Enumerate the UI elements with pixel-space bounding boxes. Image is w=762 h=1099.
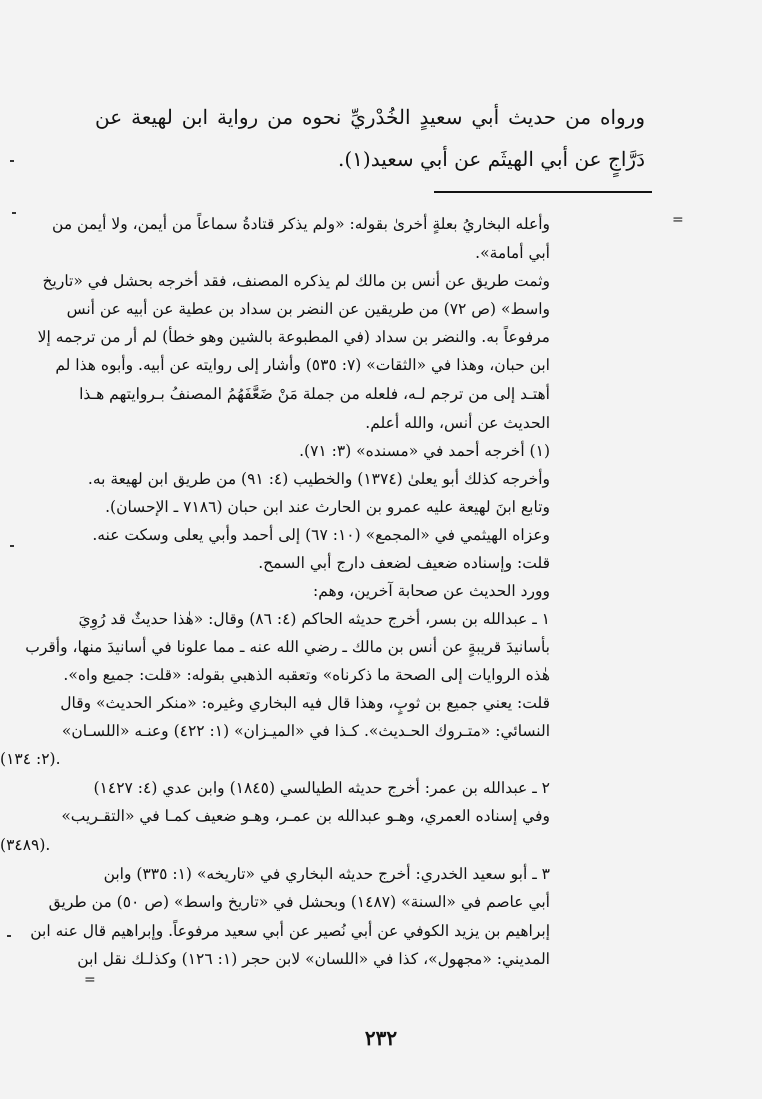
page-number: ٢٣٢ bbox=[364, 1026, 398, 1050]
footnote-line: ٣ ـ أبو سعيد الخدري: أخرج حديثه البخاري في «تاريخه» (١: ٣٣٥) وابن bbox=[103, 865, 550, 883]
note-line: وأعله البخاريُ بعلةٍ أخرىٰ بقوله: «ولم يذكر قتادةُ سماعاً من أيمن، ولا أيمن من bbox=[52, 215, 550, 233]
footnote-line: المديني: «مجهول»، كذا في «اللسان» لابن حجر (١: ١٢٦) وكذلـك نقل ابن bbox=[77, 950, 550, 968]
note-line: وثمت طريق عن أنس بن مالك لم يذكره المصنف، فقد أخرجه بحشل في «تاريخ bbox=[42, 272, 550, 290]
footnote-line: وعزاه الهيثمي في «المجمع» (١٠: ٦٧) إلى أحمد وأبي يعلى وسكت عنه. bbox=[92, 526, 550, 544]
footnote-line: وورد الحديث عن صحابة آخرين، وهم: bbox=[312, 582, 550, 600]
margin-speck bbox=[10, 545, 14, 547]
margin-speck bbox=[12, 212, 16, 214]
footnote-line: قلت: يعني جميع بن ثوبٍ، وهذا قال فيه البخاري وغيره: «منكر الحديث» وقال bbox=[60, 694, 550, 712]
footnote-line: أبي عاصم في «السنة» (١٤٨٧) وبحشل في «تاريخ واسط» (ص ٥٠) من طريق bbox=[48, 893, 550, 911]
footnote-line: وفي إسناده العمري، وهـو عبدالله بن عمـر، وهـو ضعيف كمـا في «التقـريب» bbox=[61, 807, 550, 825]
continuation-mark: = bbox=[672, 212, 684, 228]
margin-speck bbox=[7, 935, 11, 937]
footnote-line: (٣٤٨٩). bbox=[0, 836, 51, 854]
footnote-line: وأخرجه كذلك أبو يعلىٰ (١٣٧٤) والخطيب (٤: ٩١) من طريق ابن لهيعة به. bbox=[87, 470, 550, 488]
footnote-line: إبراهيم بن يزيد الكوفي عن أبي نُصير عن أبي سعيد مرفوعاً. وإبراهيم قال عنه ابن bbox=[30, 922, 550, 940]
footnote-line: قلت: وإسناده ضعيف لضعف دارج أبي السمح. bbox=[258, 554, 550, 572]
note-line: مرفوعاً به. والنضر بن سداد (في المطبوعة بالشين وهو خطأ) لم أر من ترجمه إلا bbox=[37, 328, 550, 346]
note-line: أبي أمامة». bbox=[475, 244, 550, 262]
footnote-line: (٢: ١٣٤). bbox=[0, 750, 61, 768]
footnote-line: ٢ ـ عبدالله بن عمر: أخرج حديثه الطيالسي (١٨٤٥) وابن عدي (٤: ١٤٢٧) bbox=[93, 779, 550, 797]
footnote-line: النسائي: «متـروك الحـديث». كـذا في «الميـزان» (١: ٤٢٢) وعنـه «اللسـان» bbox=[61, 722, 550, 740]
footnote-line: هٰذه الروايات إلى الصحة ما ذكرناه» وتعقبه الذهبي بقوله: «قلت: جميع واه». bbox=[63, 666, 550, 684]
footnote-line: ١ ـ عبدالله بن بسر، أخرج حديثه الحاكم (٤: ٨٦) وقال: «هٰذا حديثٌ قد رُوِيَ bbox=[78, 610, 550, 628]
main-text-line: دَرَّاجٍ عن أبي الهيثَم عن أبي سعيد(١). bbox=[338, 147, 645, 171]
note-line: الحديث عن أنس، والله أعلم. bbox=[365, 414, 550, 432]
note-line: أهتـد إلى من ترجم لـه، فلعله من جملة مَنْ ضَعَّفَهُمُ المصنفُ بـروايتهم هـذا bbox=[79, 385, 550, 403]
main-text-line: ورواه من حديث أبي سعيدٍ الخُدْريِّ نحوه من رواية ابن لهيعة عن bbox=[95, 105, 645, 129]
footnote-line: وتابع ابنَ لهيعة عليه عمرو بن الحارث عند ابن حبان (٧١٨٦ ـ الإحسان). bbox=[105, 498, 550, 516]
footnote-separator bbox=[434, 191, 652, 193]
footnote-line: (١) أخرجه أحمد في «مسنده» (٣: ٧١). bbox=[299, 442, 550, 460]
continuation-mark: = bbox=[84, 972, 96, 988]
note-line: واسط» (ص ٧٢) من طريقين عن النضر بن سداد بن عطية عن أبيه عن أنس bbox=[66, 300, 550, 318]
margin-speck bbox=[10, 160, 14, 162]
main-text bbox=[95, 96, 645, 180]
note-line: ابن حبان، وهذا في «الثقات» (٧: ٥٣٥) وأشار إلى روايته عن أبيه. وأبوه هذا لم bbox=[55, 356, 550, 374]
footnote-line: بأسانيدَ قريبةٍ عن أنس بن مالك ـ رضي الله عنه ـ مما علونا في أسانيدَ منها، وأقرب bbox=[25, 638, 550, 656]
